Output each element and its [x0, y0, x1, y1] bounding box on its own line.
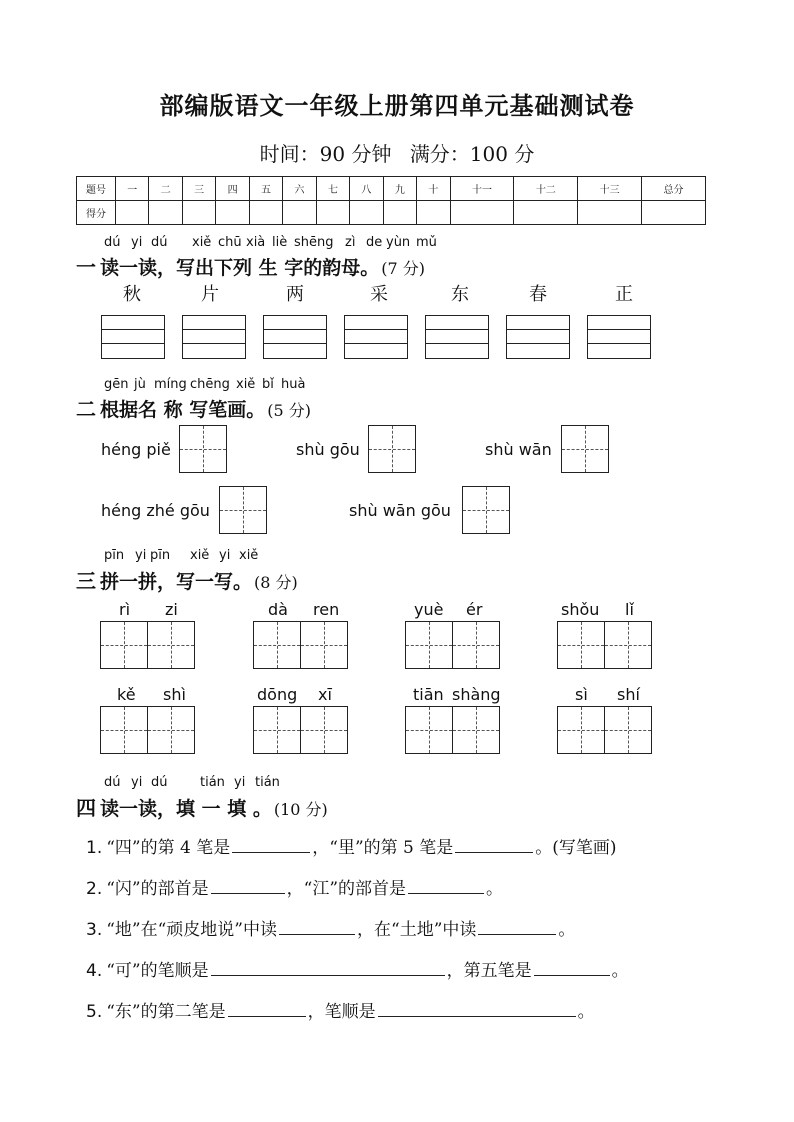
pinyin: chēng	[190, 377, 230, 392]
score-cell[interactable]	[182, 201, 215, 225]
question-text: ，笔顺是	[307, 1002, 376, 1022]
pinyin: xià	[246, 235, 266, 250]
pinyin: shēng	[294, 235, 334, 250]
score-header-cell: 五	[249, 177, 282, 201]
four-line-writing-box[interactable]	[101, 315, 165, 359]
four-line-writing-box[interactable]	[263, 315, 327, 359]
tian-grid-box[interactable]	[604, 706, 652, 754]
score-row-label: 得分	[77, 201, 116, 225]
pinyin: yi	[131, 775, 143, 790]
tian-grid-box[interactable]	[253, 621, 301, 669]
word-pinyin: xī	[318, 685, 332, 704]
question-number: 3.	[86, 920, 103, 940]
stroke-name: shù wān	[485, 440, 552, 459]
section-2-heading	[76, 393, 311, 422]
score-table-header-row	[77, 177, 706, 201]
four-line-writing-box[interactable]	[182, 315, 246, 359]
pinyin: liè	[272, 235, 288, 250]
pinyin: chū	[218, 235, 242, 250]
four-line-writing-box[interactable]	[587, 315, 651, 359]
score-cell[interactable]	[316, 201, 349, 225]
pinyin: tián	[200, 775, 225, 790]
word-pinyin: lǐ	[625, 600, 634, 619]
section-instruction: 读一读，填 一 填 。	[100, 798, 272, 820]
hanzi: 春	[529, 284, 547, 305]
pinyin: jù	[134, 377, 146, 392]
question-text: ，“江”的部首是	[286, 879, 407, 899]
score-header-cell: 一	[116, 177, 149, 201]
answer-blank[interactable]	[378, 998, 576, 1017]
section-instruction: 拼一拼，写一写。	[100, 571, 253, 593]
question-number: 1.	[86, 838, 103, 858]
section-instruction: 根据名 称 写笔画。	[100, 399, 266, 421]
answer-blank[interactable]	[534, 957, 610, 976]
score-header-cell: 二	[149, 177, 182, 201]
answer-blank[interactable]	[232, 834, 310, 853]
exam-full-score: 满分：100 分	[409, 142, 535, 166]
tian-grid-box[interactable]	[300, 621, 348, 669]
question-number: 5.	[86, 1002, 103, 1022]
section-points: (10 分)	[273, 800, 328, 819]
tian-grid-box[interactable]	[147, 621, 195, 669]
pinyin: xiě	[239, 548, 259, 563]
pinyin: de	[366, 235, 383, 250]
word-pinyin: shǒu	[561, 600, 600, 619]
tian-grid-box[interactable]	[100, 621, 148, 669]
answer-blank[interactable]	[408, 875, 484, 894]
score-cell[interactable]	[383, 201, 416, 225]
score-header-cell: 十二	[514, 177, 578, 201]
stroke-name: héng piě	[101, 440, 171, 459]
question-text: 。	[486, 879, 504, 899]
question-5	[86, 997, 595, 1022]
score-header-cell: 九	[383, 177, 416, 201]
answer-blank[interactable]	[228, 998, 306, 1017]
score-header-cell: 三	[182, 177, 215, 201]
score-cell[interactable]	[350, 201, 383, 225]
tian-grid-box[interactable]	[462, 486, 510, 534]
pinyin: dú	[104, 775, 121, 790]
section-number: 二	[76, 397, 96, 421]
pinyin: huà	[281, 377, 306, 392]
word-pinyin: ren	[313, 600, 340, 619]
score-header-cell: 七	[316, 177, 349, 201]
score-cell[interactable]	[216, 201, 249, 225]
stroke-name: héng zhé gōu	[101, 501, 210, 520]
four-line-writing-box[interactable]	[506, 315, 570, 359]
word-pinyin: tiān	[413, 685, 444, 704]
question-text: “闪”的部首是	[106, 879, 209, 899]
four-line-writing-box[interactable]	[344, 315, 408, 359]
word-pinyin: dà	[268, 600, 288, 619]
pinyin: pīn	[104, 548, 125, 563]
word-pinyin: shí	[617, 685, 640, 704]
score-cell[interactable]	[514, 201, 578, 225]
score-cell[interactable]	[417, 201, 450, 225]
word-pinyin: kě	[117, 685, 136, 704]
word-pinyin: yuè	[414, 600, 444, 619]
tian-grid-box[interactable]	[405, 706, 453, 754]
question-text: 。	[577, 1002, 595, 1022]
score-cell[interactable]	[283, 201, 316, 225]
tian-grid-box[interactable]	[147, 706, 195, 754]
section-4-heading	[76, 792, 328, 821]
score-header-cell: 四	[216, 177, 249, 201]
pinyin: yi	[219, 548, 231, 563]
pinyin: xiě	[236, 377, 256, 392]
section-points: (5 分)	[267, 401, 311, 420]
score-cell[interactable]	[149, 201, 182, 225]
tian-grid-box[interactable]	[219, 486, 267, 534]
question-text: 。(写笔画)	[535, 838, 617, 858]
pinyin: pīn	[150, 548, 171, 563]
tian-grid-box[interactable]	[557, 706, 605, 754]
hanzi: 片	[201, 284, 219, 305]
section-instruction: 读一读，写出下列 生 字的韵母。	[100, 257, 380, 279]
word-pinyin: sì	[575, 685, 588, 704]
word-pinyin: dōng	[257, 685, 298, 704]
page-title: 部编版语文一年级上册第四单元基础测试卷	[159, 92, 635, 120]
pinyin: zì	[345, 235, 356, 250]
tian-grid-box[interactable]	[100, 706, 148, 754]
section-points: (7 分)	[381, 259, 425, 278]
tian-grid-box[interactable]	[452, 706, 500, 754]
score-header-cell: 十三	[578, 177, 642, 201]
four-line-writing-box[interactable]	[425, 315, 489, 359]
exam-info	[0, 138, 794, 167]
answer-blank[interactable]	[455, 834, 533, 853]
word-pinyin: zi	[165, 600, 178, 619]
answer-blank[interactable]	[211, 875, 285, 894]
section-points: (8 分)	[254, 573, 298, 592]
pinyin: dú	[104, 235, 121, 250]
section-number: 一	[76, 255, 96, 279]
question-text: “地”在“顽皮地说”中读	[106, 920, 277, 940]
section-1-heading	[76, 251, 425, 280]
pinyin: dú	[151, 235, 168, 250]
question-text: 。	[558, 920, 576, 940]
hanzi: 东	[451, 284, 469, 305]
tian-grid-box[interactable]	[557, 621, 605, 669]
pinyin: mǔ	[416, 235, 437, 250]
tian-grid-box[interactable]	[405, 621, 453, 669]
question-number: 4.	[86, 961, 103, 981]
tian-grid-box[interactable]	[452, 621, 500, 669]
stroke-name: shù wān gōu	[349, 501, 451, 520]
question-number: 2.	[86, 879, 103, 899]
question-text: “可”的笔顺是	[106, 961, 209, 981]
question-4	[86, 956, 629, 981]
pinyin: yi	[135, 548, 147, 563]
question-text: ，“里”的第 5 笔是	[312, 838, 454, 858]
pinyin: yi	[234, 775, 246, 790]
exam-time: 时间：90 分钟	[259, 142, 392, 166]
word-pinyin: shì	[163, 685, 186, 704]
question-text: ，第五笔是	[446, 961, 532, 981]
hanzi: 正	[615, 284, 633, 305]
pinyin: xiě	[190, 548, 210, 563]
pinyin: xiě	[192, 235, 212, 250]
score-cell[interactable]	[450, 201, 514, 225]
section-number: 四	[76, 796, 96, 820]
pinyin: dú	[151, 775, 168, 790]
question-text: “东”的第二笔是	[106, 1002, 226, 1022]
pinyin: tián	[255, 775, 280, 790]
hanzi: 采	[370, 284, 388, 305]
pinyin: míng	[154, 377, 187, 392]
answer-blank[interactable]	[478, 916, 556, 935]
word-pinyin: shàng	[452, 685, 501, 704]
score-cell[interactable]	[116, 201, 149, 225]
score-header-cell: 十	[417, 177, 450, 201]
score-header-cell: 十一	[450, 177, 514, 201]
question-3	[86, 915, 575, 940]
section-3-heading	[76, 565, 298, 594]
question-text: “四”的第 4 笔是	[106, 838, 231, 858]
tian-grid-box[interactable]	[368, 425, 416, 473]
pinyin: yùn	[386, 235, 411, 250]
hanzi: 秋	[123, 284, 141, 305]
question-1	[86, 833, 617, 858]
score-header-cell: 六	[283, 177, 316, 201]
score-table-score-row	[77, 201, 706, 225]
tian-grid-box[interactable]	[604, 621, 652, 669]
answer-blank[interactable]	[211, 957, 445, 976]
score-table	[76, 176, 706, 225]
score-header-cell: 总分	[642, 177, 706, 201]
question-text: 。	[611, 961, 629, 981]
tian-grid-box[interactable]	[561, 425, 609, 473]
tian-grid-box[interactable]	[300, 706, 348, 754]
hanzi: 两	[286, 284, 304, 305]
score-cell[interactable]	[249, 201, 282, 225]
score-cell[interactable]	[642, 201, 706, 225]
tian-grid-box[interactable]	[253, 706, 301, 754]
pinyin: yi	[131, 235, 143, 250]
pinyin: bǐ	[262, 377, 274, 392]
score-header-cell: 八	[350, 177, 383, 201]
section-number: 三	[76, 569, 96, 593]
question-2	[86, 874, 503, 899]
stroke-name: shù gōu	[296, 440, 360, 459]
score-cell[interactable]	[578, 201, 642, 225]
word-pinyin: ér	[466, 600, 483, 619]
score-header-cell: 题号	[77, 177, 116, 201]
pinyin: gēn	[104, 377, 129, 392]
answer-blank[interactable]	[279, 916, 355, 935]
tian-grid-box[interactable]	[179, 425, 227, 473]
word-pinyin: rì	[119, 600, 131, 619]
question-text: ，在“土地”中读	[357, 920, 477, 940]
